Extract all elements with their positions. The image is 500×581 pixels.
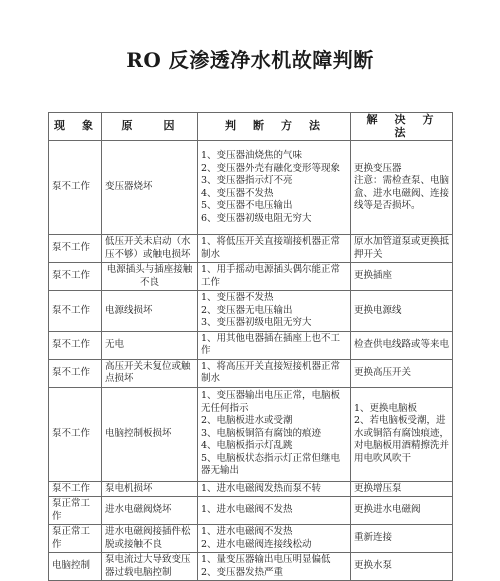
cell-method: 1、量变压器输出电压明显偏低 2、变压器发热严重 — [198, 553, 351, 581]
table-row — [49, 387, 453, 481]
cell-cause: 无电 — [102, 331, 198, 359]
cell-symptom: 泵不工作 — [49, 359, 102, 387]
cell-symptom: 泵不工作 — [49, 387, 102, 481]
cell-method: 1、用手摇动电源插头偶尔能正常工作 — [198, 263, 351, 291]
cell-method: 1、进水电磁阀不发热 2、进水电磁阀连接线松动 — [198, 525, 351, 553]
cell-method: 1、进水电磁阀不发热 — [198, 497, 351, 525]
cell-method: 1、将高压开关直接短接机器正常制水 — [198, 359, 351, 387]
header-cause: 原 因 — [102, 113, 198, 141]
fault-table — [48, 112, 453, 581]
cell-symptom: 泵不工作 — [49, 141, 102, 235]
cell-method: 1、变压器不发热 2、变压器无电压输出 3、变压器初级电阻无穷大 — [198, 291, 351, 332]
cell-symptom: 泵不工作 — [49, 291, 102, 332]
header-method: 判 断 方 法 — [198, 113, 351, 141]
cell-solution: 更换电源线 — [351, 291, 453, 332]
table-row — [49, 553, 453, 581]
cell-solution: 更换水泵 — [351, 553, 453, 581]
table-row — [49, 525, 453, 553]
table-row — [49, 359, 453, 387]
cell-cause: 进水电磁阀烧坏 — [102, 497, 198, 525]
cell-cause: 泵电机损坏 — [102, 481, 198, 497]
cell-symptom: 泵正常工作 — [49, 497, 102, 525]
cell-solution: 原水加管道泵或更换抵押开关 — [351, 235, 453, 263]
table-header-row — [49, 113, 453, 141]
cell-cause: 电脑控制板损坏 — [102, 387, 198, 481]
cell-solution: 更换变压器 注意：需检查泵、电脑盒、进水电磁阀、连接线等是否损坏。 — [351, 141, 453, 235]
table-row — [49, 141, 453, 235]
cell-cause: 高压开关未复位或触点损坏 — [102, 359, 198, 387]
cell-symptom: 泵不工作 — [49, 263, 102, 291]
cell-cause: 电源线损坏 — [102, 291, 198, 332]
page-title: RO 反渗透净水机故障判断 — [126, 48, 374, 72]
cell-solution: 更换插座 — [351, 263, 453, 291]
cell-solution: 重新连接 — [351, 525, 453, 553]
header-symptom: 现 象 — [49, 113, 102, 141]
cell-symptom: 泵正常工作 — [49, 525, 102, 553]
cell-method: 1、用其他电器插在插座上也不工作 — [198, 331, 351, 359]
cell-method: 1、变压器输出电压正常，电脑板无任何指示 2、电脑板进水或受潮 3、电脑板铜箔有腐蚀的痕迹 4、电脑板指示灯乱跳 5、电脑板状态指示灯正常但继电器无输出 — [198, 387, 351, 481]
table-row — [49, 331, 453, 359]
table-row — [49, 291, 453, 332]
cell-cause: 进水电磁阀接插件松脱或接触不良 — [102, 525, 198, 553]
cell-solution: 更换进水电磁阀 — [351, 497, 453, 525]
cell-symptom: 电脑控制 — [49, 553, 102, 581]
table-row — [49, 497, 453, 525]
cell-solution: 更换增压泵 — [351, 481, 453, 497]
cell-method: 1、将低压开关直接端接机器正常制水 — [198, 235, 351, 263]
cell-symptom: 泵不工作 — [49, 481, 102, 497]
cell-cause: 泵电流过大导致变压器过载电脑控制 — [102, 553, 198, 581]
table-row — [49, 263, 453, 291]
cell-cause: 电源插头与插座接触不良 — [102, 263, 198, 291]
cell-method: 1、进水电磁阀发热而泵不转 — [198, 481, 351, 497]
cell-method: 1、变压器油烧焦的气味 2、变压器外壳有融化变形等现象 3、变压器指示灯不亮 4、变压器不发热 5、变压器不电压输出 6、变压器初级电阻无穷大 — [198, 141, 351, 235]
header-solution: 解 决 方 法 — [351, 113, 453, 141]
cell-symptom: 泵不工作 — [49, 235, 102, 263]
cell-solution: 1、更换电脑板 2、若电脑板受潮，进水或铜箔有腐蚀痕迹，对电脑板用酒精擦洗并用电吹风吹干 — [351, 387, 453, 481]
cell-cause: 变压器烧坏 — [102, 141, 198, 235]
cell-solution: 检查供电线路或等来电 — [351, 331, 453, 359]
cell-solution: 更换高压开关 — [351, 359, 453, 387]
cell-symptom: 泵不工作 — [49, 331, 102, 359]
table-row — [49, 235, 453, 263]
cell-cause: 低压开关未启动（水压不够）或触电损坏 — [102, 235, 198, 263]
table-row — [49, 481, 453, 497]
